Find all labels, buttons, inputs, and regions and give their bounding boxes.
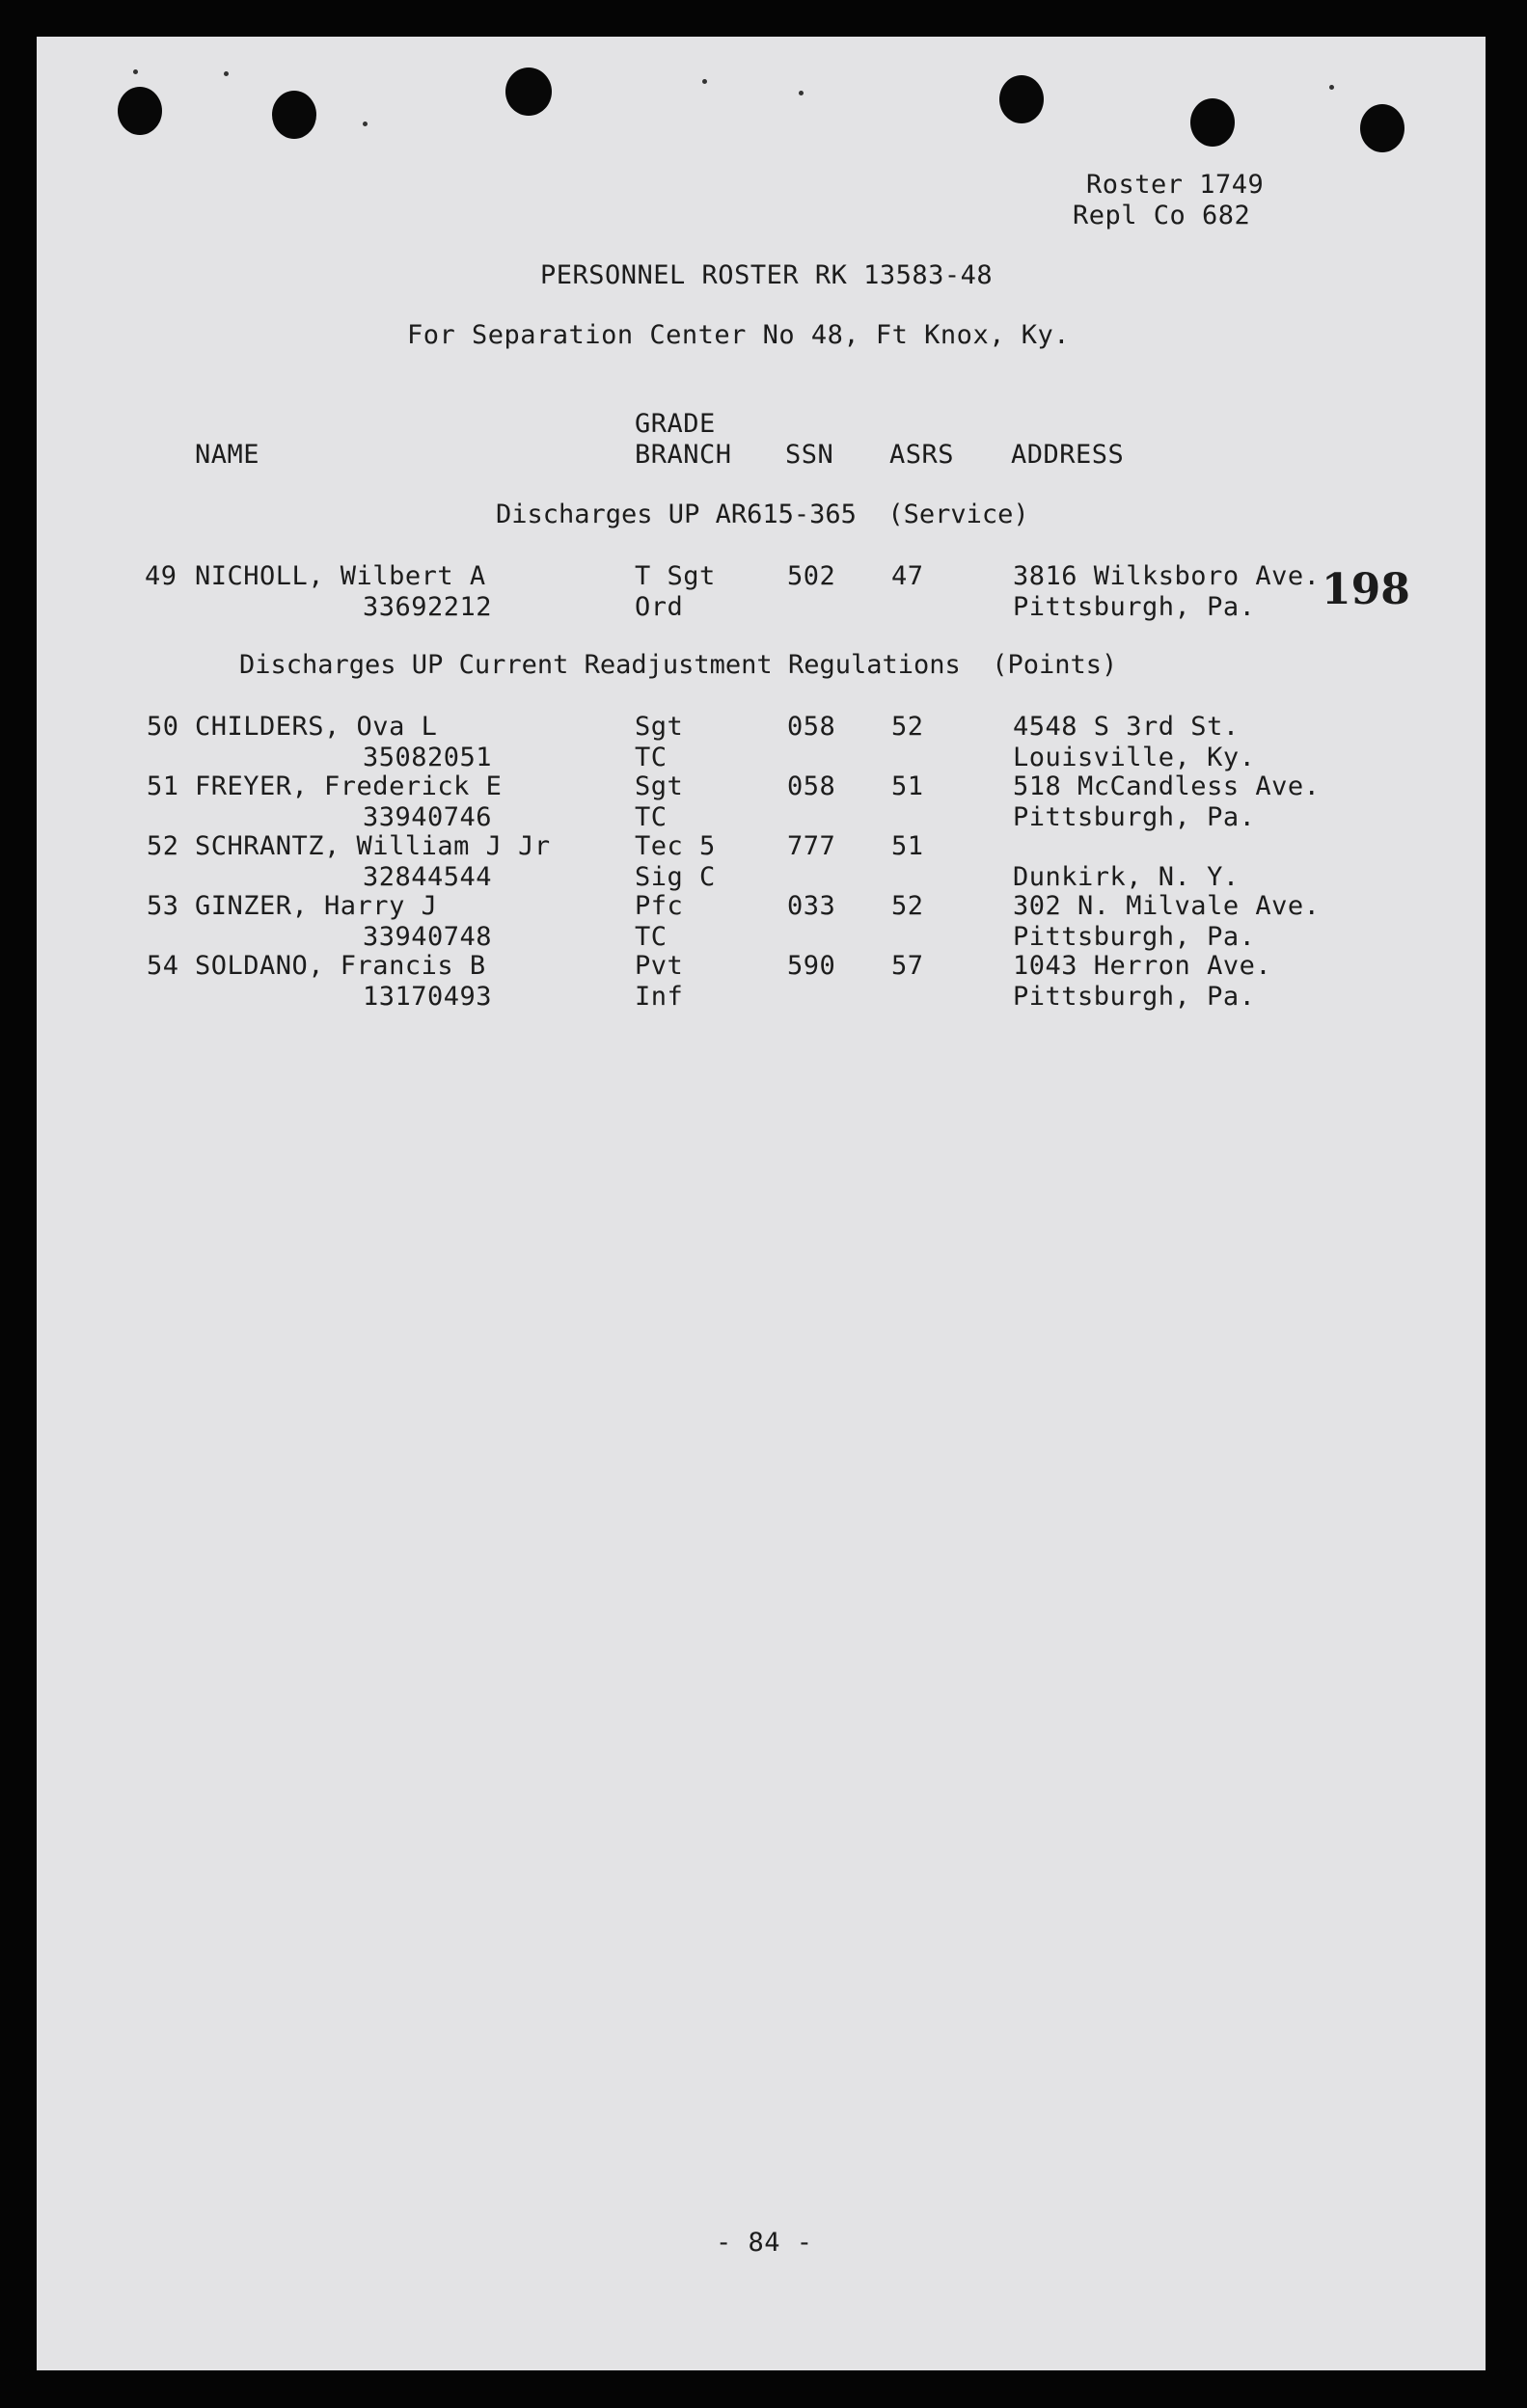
entry-address-line1: 518 McCandless Ave. [1013,771,1321,801]
entry-ssn: 590 [787,951,836,981]
entry-grade: Sgt [635,771,684,801]
entry-address-line1: 302 N. Milvale Ave. [1013,891,1321,921]
column-header-ssn: SSN [785,440,834,470]
page-number: - 84 - [716,2228,813,2258]
column-header-grade: GRADE [635,409,716,439]
column-header-asrs: ASRS [889,440,955,470]
entry-address-line2: Pittsburgh, Pa. [1013,802,1256,832]
entry-number: 54 [147,951,179,981]
punch-hole [118,87,162,135]
column-header-name: NAME [195,440,260,470]
entry-serial: 33940746 [363,802,493,832]
entry-ssn: 058 [787,771,836,801]
speck [224,71,229,76]
entry-branch: TC [635,743,668,772]
entry-serial: 33692212 [363,592,493,622]
entry-branch: TC [635,802,668,832]
entry-address-line2: Dunkirk, N. Y. [1013,862,1240,892]
entry-address-line2: Pittsburgh, Pa. [1013,922,1256,952]
entry-grade: Pvt [635,951,684,981]
entry-ssn: 058 [787,712,836,742]
entry-name: SCHRANTZ, William J Jr [195,831,551,861]
punch-hole [272,91,316,139]
entry-address-line2: Pittsburgh, Pa. [1013,982,1256,1012]
entry-name: SOLDANO, Francis B [195,951,486,981]
entry-asrs: 57 [891,951,924,981]
speck [702,79,707,84]
entry-address-line1: 3816 Wilksboro Ave. [1013,561,1321,591]
column-header-address: ADDRESS [1011,440,1125,470]
roster-number: Roster 1749 [1086,170,1265,200]
speck [133,69,138,74]
punch-hole [505,68,552,116]
entry-serial: 33940748 [363,922,493,952]
section-heading-points: Discharges UP Current Readjustment Regulations (Points) [239,650,1118,680]
entry-grade: Tec 5 [635,831,716,861]
punch-hole [1360,104,1404,152]
entry-address-line2: Pittsburgh, Pa. [1013,592,1256,622]
entry-asrs: 47 [891,561,924,591]
entry-branch: TC [635,922,668,952]
section-heading-service: Discharges UP AR615-365 (Service) [496,500,1029,529]
entry-number: 52 [147,831,179,861]
entry-number: 49 [145,561,177,591]
entry-name: NICHOLL, Wilbert A [195,561,486,591]
entry-address-line2: Louisville, Ky. [1013,743,1256,772]
document-subtitle: For Separation Center No 48, Ft Knox, Ky. [407,320,1070,350]
entry-ssn: 777 [787,831,836,861]
replacement-company: Repl Co 682 [1073,201,1251,230]
punch-hole [1190,98,1235,147]
speck [363,122,368,126]
entry-asrs: 52 [891,712,924,742]
entry-serial: 13170493 [363,982,493,1012]
entry-branch: Ord [635,592,684,622]
entry-number: 51 [147,771,179,801]
entry-grade: Pfc [635,891,684,921]
document-page [37,37,1486,2370]
entry-ssn: 033 [787,891,836,921]
entry-branch: Sig C [635,862,716,892]
entry-asrs: 51 [891,831,924,861]
entry-name: CHILDERS, Ova L [195,712,438,742]
entry-serial: 35082051 [363,743,493,772]
entry-ssn: 502 [787,561,836,591]
stamp-number: 198 [1322,565,1410,614]
entry-branch: Inf [635,982,684,1012]
entry-name: GINZER, Harry J [195,891,438,921]
column-header-branch: BRANCH [635,440,732,470]
punch-hole [999,75,1044,123]
entry-address-line1: 1043 Herron Ave. [1013,951,1272,981]
entry-grade: Sgt [635,712,684,742]
entry-serial: 32844544 [363,862,493,892]
entry-grade: T Sgt [635,561,716,591]
entry-number: 53 [147,891,179,921]
entry-number: 50 [147,712,179,742]
speck [799,91,804,95]
entry-asrs: 51 [891,771,924,801]
speck [1329,85,1334,90]
document-title: PERSONNEL ROSTER RK 13583-48 [540,260,994,290]
entry-asrs: 52 [891,891,924,921]
entry-address-line1: 4548 S 3rd St. [1013,712,1240,742]
entry-name: FREYER, Frederick E [195,771,503,801]
